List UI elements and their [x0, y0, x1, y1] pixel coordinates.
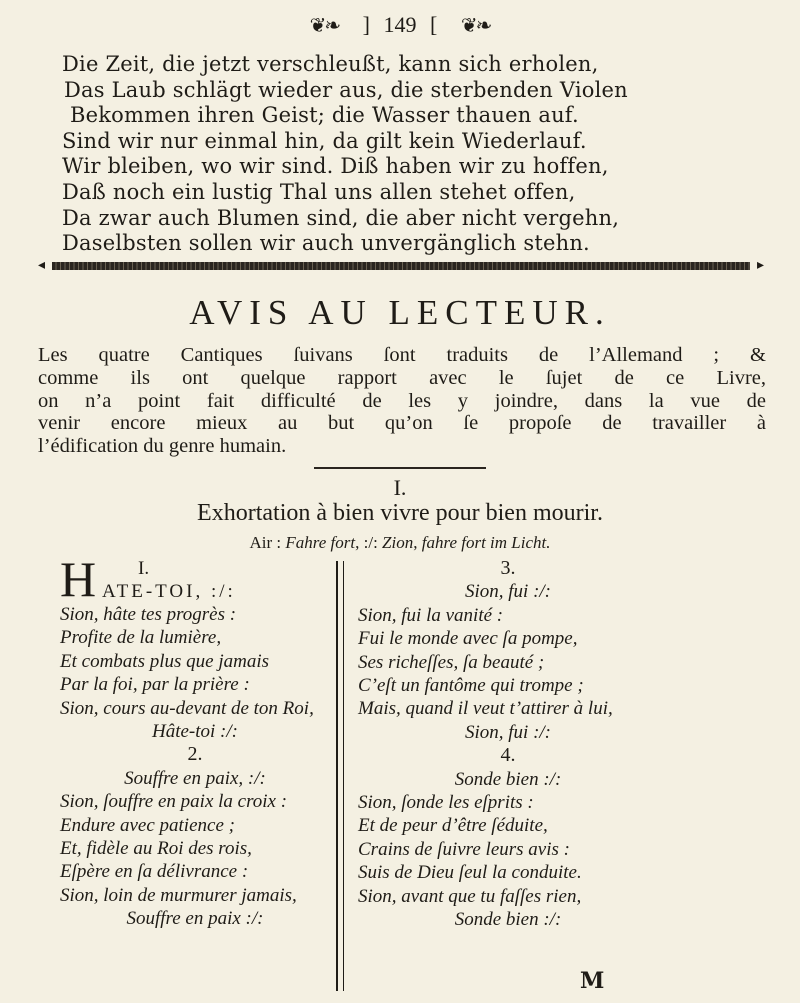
left-column: [60, 551, 330, 931]
avis-line: comme ils ont quelque rapport avec le ſujet de ce Livre,: [38, 366, 766, 389]
avis-line: Les quatre Cantiques ſuivans ſont traduits de l’Allemand ; &: [38, 344, 766, 366]
german-verse-line: Bekommen ihren Geist; die Wasser thauen auf.: [70, 103, 579, 128]
air-tune-1: Fahre fort: [285, 533, 356, 552]
air-sep-2: ,: [413, 533, 422, 552]
verse-line: Souffre en paix :/:: [126, 908, 264, 930]
ornamental-rule: [38, 258, 764, 273]
verse-line: Et combats plus que jamais: [60, 650, 269, 672]
verse-line: Mais, quand il veut t’attirer à lui,: [358, 698, 613, 720]
avis-paragraph: [38, 344, 766, 458]
rule-band: [52, 262, 750, 270]
verse-line: ATE-TOI, :/:: [102, 581, 236, 602]
verse-line: C’eſt un fantôme qui trompe ;: [358, 675, 584, 697]
page-number: 149: [383, 12, 417, 37]
german-verse-line: Daselbsten sollen wir auch unvergänglich stehn.: [62, 231, 590, 256]
german-verse-line: Da zwar auch Blumen sind, die aber nicht vergehn,: [62, 205, 620, 230]
column-rule: [343, 561, 344, 991]
avis-line: on n’a point fait difficulté de les y joindre, dans la vue de: [38, 389, 766, 412]
verse-line: Sion, avant que tu faſſes rien,: [358, 885, 582, 907]
section-number: I.: [393, 475, 407, 500]
verse-line: Sion, hâte tes progrès :: [60, 604, 237, 625]
column-rule: [336, 561, 338, 991]
german-verse-line: Die Zeit, die jetzt verschleußt, kann sich erholen,: [62, 52, 599, 76]
air-tune-3: fahre fort im Licht.: [421, 533, 551, 552]
verse-line: Souffre en paix, :/:: [124, 767, 266, 789]
avis-line: l’édification du genre humain.: [38, 435, 287, 458]
verse-line: Suis de Dieu ſeul la conduite.: [358, 862, 582, 884]
rule-end-left-icon: ◂: [38, 258, 46, 273]
verse-line: Endure avec patience ;: [60, 814, 235, 836]
air-label: Air :: [249, 533, 286, 552]
stanza-number: 3.: [500, 557, 516, 579]
avis-heading: AVIS AU LECTEUR.: [189, 293, 611, 332]
verse-line: Eſpère en ſa délivrance :: [60, 861, 249, 883]
verse-line: Sion, fui la vanité :: [358, 604, 504, 626]
fleuron-left-icon: ❦❧: [309, 15, 340, 37]
verse-line: Sonde bien :/:: [454, 909, 562, 931]
verse-line: Et, fidèle au Roi des rois,: [60, 838, 252, 860]
avis-line: venir encore mieux au but qu’on ſe propoſe de travailler à: [38, 412, 766, 435]
verse-line: Profite de la lumière,: [60, 627, 222, 649]
verse-line: Sion, fui :/:: [464, 581, 552, 603]
verse-line: Fui le monde avec ſa pompe,: [358, 628, 578, 650]
right-column: [358, 557, 658, 932]
verse-line: Sonde bien :/:: [454, 768, 562, 790]
section-divider: [314, 467, 486, 469]
stanza-number: 2.: [187, 743, 203, 766]
verse-line: Par la foi, par la prière :: [60, 674, 250, 696]
stanza-number: 4.: [500, 744, 516, 767]
stanza-number: I.: [138, 558, 150, 579]
fleuron-right-icon: ❦❧: [460, 15, 491, 37]
verse-line: Sion, loin de murmurer jamais,: [60, 884, 297, 906]
bracket-left: ]: [362, 12, 370, 37]
verse-line: Crains de ſuivre leurs avis :: [358, 838, 570, 860]
running-header: [0, 12, 800, 38]
verse-line: Ses richeſſes, ſa beauté ;: [358, 651, 545, 673]
air-indication: [0, 533, 800, 553]
drop-cap: H: [60, 551, 97, 607]
rule-end-right-icon: ▸: [756, 258, 764, 273]
stanza-1-opening: [60, 551, 330, 607]
german-verse-block: [62, 52, 752, 257]
verse-line: Sion, cours au-devant de ton Roi,: [60, 697, 314, 719]
hymn-columns: [0, 551, 800, 997]
german-verse-line: Das Laub schlägt wieder aus, die sterbenden Violen: [64, 77, 628, 102]
section-title: Exhortation à bien vivre pour bien mourir.: [197, 500, 603, 526]
german-verse-line: Sind wir nur einmal hin, da gilt kein Wiederlauf.: [62, 128, 587, 153]
verse-line: Sion, ſouffre en paix la croix :: [60, 791, 288, 813]
german-verse-line: Wir bleiben, wo wir sind. Diß haben wir zu hoffen,: [62, 154, 609, 179]
verse-line: Sion, fui :/:: [464, 721, 552, 743]
catchword: M: [580, 968, 605, 994]
verse-line: Et de peur d’être ſéduite,: [358, 815, 548, 837]
verse-line: Hâte-toi :/:: [151, 721, 238, 743]
air-sep-1: , :/:: [355, 533, 383, 552]
air-tune-2: Zion: [382, 533, 414, 552]
german-verse-line: Daß noch ein lustig Thal uns allen stehet offen,: [62, 179, 576, 204]
bracket-right: [: [430, 12, 438, 37]
verse-line: Sion, ſonde les eſprits :: [358, 792, 534, 814]
